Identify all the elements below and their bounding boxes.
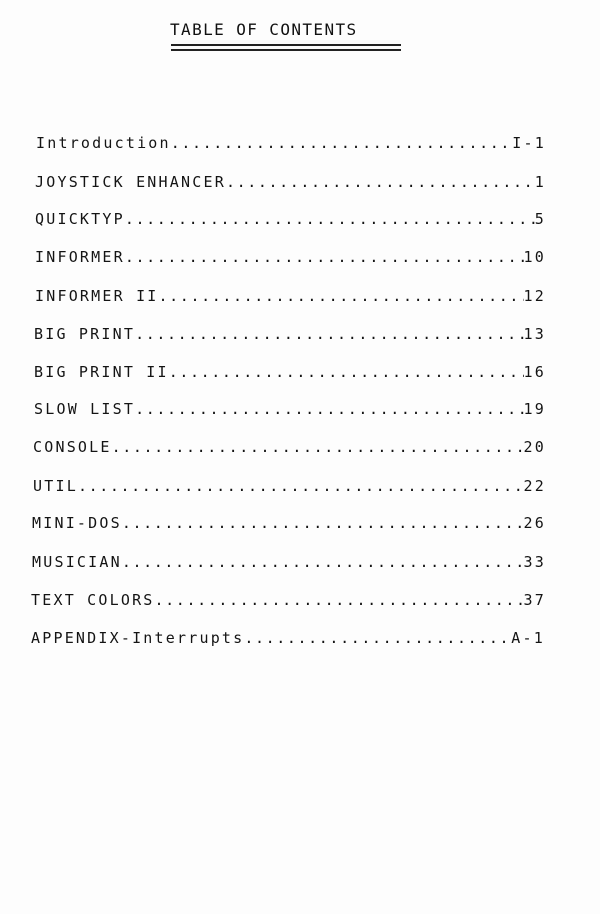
toc-entry-page: 10 [523, 248, 546, 266]
toc-entry-page: 22 [523, 477, 546, 495]
toc-entry-console [33, 438, 546, 458]
toc-dot-leader [125, 210, 535, 228]
toc-dot-leader [78, 477, 524, 495]
toc-entry-informer [35, 248, 546, 268]
toc-entry-label: SLOW LIST [34, 400, 136, 418]
toc-entry-label: INFORMER II [35, 287, 159, 305]
toc-dot-leader [135, 325, 523, 343]
toc-entry-label: INFORMER [35, 248, 125, 266]
toc-dot-leader [159, 287, 524, 305]
toc-entry-util [33, 477, 546, 497]
toc-entry-page: 33 [523, 553, 546, 571]
toc-entry-label: MUSICIAN [32, 553, 122, 571]
toc-entry-introduction [36, 134, 546, 154]
title-double-underline [171, 44, 401, 51]
toc-entry-label: JOYSTICK ENHANCER [35, 173, 226, 191]
toc-entry-appendix-interrupts [31, 629, 545, 649]
toc-dot-leader [122, 514, 524, 532]
toc-entry-label: UTIL [33, 477, 78, 495]
toc-entry-page: 20 [523, 438, 546, 456]
toc-entry-page: A-1 [511, 629, 545, 647]
toc-entry-informer-ii [35, 287, 546, 307]
toc-entry-page: 1 [534, 173, 546, 191]
toc-entry-page: 19 [523, 400, 546, 418]
toc-entry-slow-list [34, 400, 546, 420]
toc-entry-big-print [34, 325, 546, 345]
toc-entry-mini-dos [32, 514, 546, 534]
toc-dot-leader [169, 363, 524, 381]
toc-entry-text-colors [31, 591, 546, 611]
toc-entry-label: TEXT COLORS [31, 591, 155, 609]
toc-entry-page: 16 [523, 363, 546, 381]
toc-entry-page: 37 [523, 591, 546, 609]
toc-entry-page: 13 [523, 325, 546, 343]
toc-entry-page: 5 [534, 210, 546, 228]
toc-dot-leader [112, 438, 524, 456]
toc-entry-label: QUICKTYP [35, 210, 125, 228]
toc-dot-leader [125, 248, 524, 266]
toc-entry-joystick-enhancer [35, 173, 546, 193]
page-title: TABLE OF CONTENTS [170, 20, 358, 39]
toc-entry-page: 12 [523, 287, 546, 305]
toc-dot-leader [244, 629, 511, 647]
toc-entry-label: CONSOLE [33, 438, 112, 456]
toc-entry-page: 26 [523, 514, 546, 532]
toc-entry-label: Introduction [36, 134, 171, 152]
toc-dot-leader [155, 591, 524, 609]
toc-dot-leader [135, 400, 523, 418]
toc-entry-big-print-ii [34, 363, 546, 383]
toc-entry-label: MINI-DOS [32, 514, 122, 532]
toc-dot-leader [122, 553, 524, 571]
toc-dot-leader [171, 134, 513, 152]
toc-dot-leader [226, 173, 535, 191]
toc-entry-label: BIG PRINT II [34, 363, 169, 381]
toc-entry-label: APPENDIX-Interrupts [31, 629, 245, 647]
toc-entry-page: I-1 [512, 134, 546, 152]
toc-entry-label: BIG PRINT [34, 325, 136, 343]
toc-entry-musician [32, 553, 546, 573]
toc-entry-quicktyp [35, 210, 546, 230]
